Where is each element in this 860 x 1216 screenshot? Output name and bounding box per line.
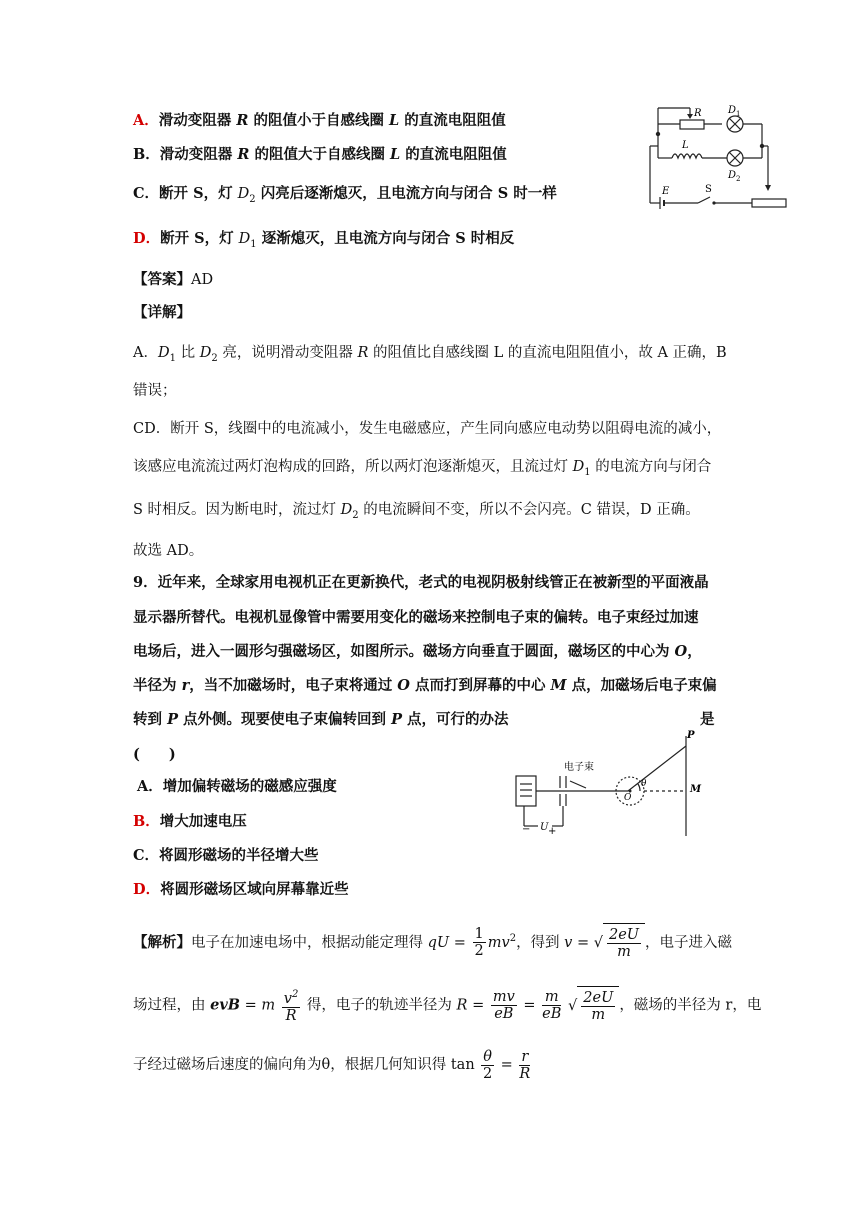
q9-line1: 9．近年来，全球家用电视机正在更新换代，老式的电视阴极射线管正在被新型的平面液晶 <box>133 574 709 591</box>
circuit-label-l: L <box>682 140 689 151</box>
q8-conclusion: 故选 AD。 <box>133 543 204 559</box>
circuit-label-s: S <box>705 184 712 195</box>
circuit-label-e: E <box>662 186 670 197</box>
q8-answer: 【答案】AD <box>133 271 214 288</box>
crt-label-beam: 电子束 <box>564 762 594 773</box>
q9-paren: ( ) <box>133 746 176 763</box>
crt-label-p: P <box>687 730 695 741</box>
crt-label-o: O <box>624 793 632 803</box>
crt-label-theta: θ <box>641 779 647 789</box>
q9-option-b: B．增大加速电压 <box>133 813 247 830</box>
q9-line3: 电场后，进入一圆形匀强磁场区，如图所示。磁场方向垂直于圆面，磁场区的中心为 O， <box>133 643 702 660</box>
q8-option-a: A．滑动变阻器 R 的阻值小于自感线圈 L 的直流电阻阻值 <box>133 112 506 129</box>
circuit-label-r: R <box>694 108 702 119</box>
q9-analysis-line2: 场过程，由 evB = m $\frac{v^2}{R}$ 得，电子的轨迹半径为 R = $\frac{mv}{eB}$ = $\frac{m}{eB}$ √ $\frac{2eU}{m}$ ，磁场的半径为 r，电 <box>133 986 761 1025</box>
crt-label-u: U <box>540 822 549 833</box>
q9-option-c: C．将圆形磁场的半径增大些 <box>133 847 319 864</box>
q8-detail-a-line2: 错误； <box>133 383 177 399</box>
q8-detail-a: A．$D_1$ 比 $D_2$ 亮，说明滑动变阻器 R 的阻值比自感线圈 L 的直流电阻阻值小，故 A 正确，B <box>133 345 727 364</box>
circuit-label-d1-sub: 1 <box>736 110 741 118</box>
crt-diagram <box>508 726 708 838</box>
circuit-label-d2-sub: 2 <box>736 175 741 183</box>
q8-detail-cd-line1: CD．断开 S，线圈中的电流减小，发生电磁感应，产生同向感应电动势以阻碍电流的减小， <box>133 421 722 437</box>
q9-option-d: D．将圆形磁场区域向屏幕靠近些 <box>133 881 349 898</box>
q8-detail-cd-line3: S 时相反。因为断电时，流过灯 $D_2$ 的电流瞬间不变，所以不会闪亮。C 错误，D 正确。 <box>133 502 700 521</box>
crt-label-minus: − <box>522 824 531 835</box>
q9-analysis-line1: 【解析】电子在加速电场中，根据动能定理得 qU = $\frac{1}{2}$ $mv^2$，得到 v = √ $\frac{2eU}{m}$ ，电子进入磁 <box>133 920 732 962</box>
q9-analysis-line3: 子经过磁场后速度的偏向角为θ，根据几何知识得 tan $\frac{\theta}{2}$ = $\frac{r}{R}$ <box>133 1048 531 1082</box>
circuit-label-d1: D <box>728 105 737 116</box>
circuit-diagram <box>630 100 790 212</box>
q9-line5: 转到 P 点外侧。现要使电子束偏转回到 P 点，可行的办法 <box>133 711 509 728</box>
q9-option-a: A．增加偏转磁场的磁感应强度 <box>137 778 337 795</box>
q8-option-d: D．断开 S，灯 $D_1$ 逐渐熄灭，且电流方向与闭合 S 时相反 <box>133 230 515 250</box>
crt-label-m: M <box>690 784 702 795</box>
q8-option-c: C．断开 S，灯 $D_2$ 闪亮后逐渐熄灭，且电流方向与闭合 S 时一样 <box>133 185 557 205</box>
q9-line2: 显示器所替代。电视机显像管中需要用变化的磁场来控制电子束的偏转。电子束经过加速 <box>133 609 699 626</box>
q8-detail-cd-line2: 该感应电流流过两灯泡构成的回路，所以两灯泡逐渐熄灭，且流过灯 $D_1$ 的电流方向与闭合 <box>133 459 712 478</box>
q8-option-b: B．滑动变阻器 R 的阻值大于自感线圈 L 的直流电阻阻值 <box>133 146 507 163</box>
q9-line5-end: 是 <box>700 711 715 728</box>
crt-label-plus: + <box>548 826 557 837</box>
q9-line4: 半径为 r，当不加磁场时，电子束将通过 O 点而打到屏幕的中心 M 点，加磁场后电子束偏 <box>133 677 717 694</box>
q8-detail-label: 【详解】 <box>133 304 191 321</box>
circuit-label-d2: D <box>728 170 737 181</box>
